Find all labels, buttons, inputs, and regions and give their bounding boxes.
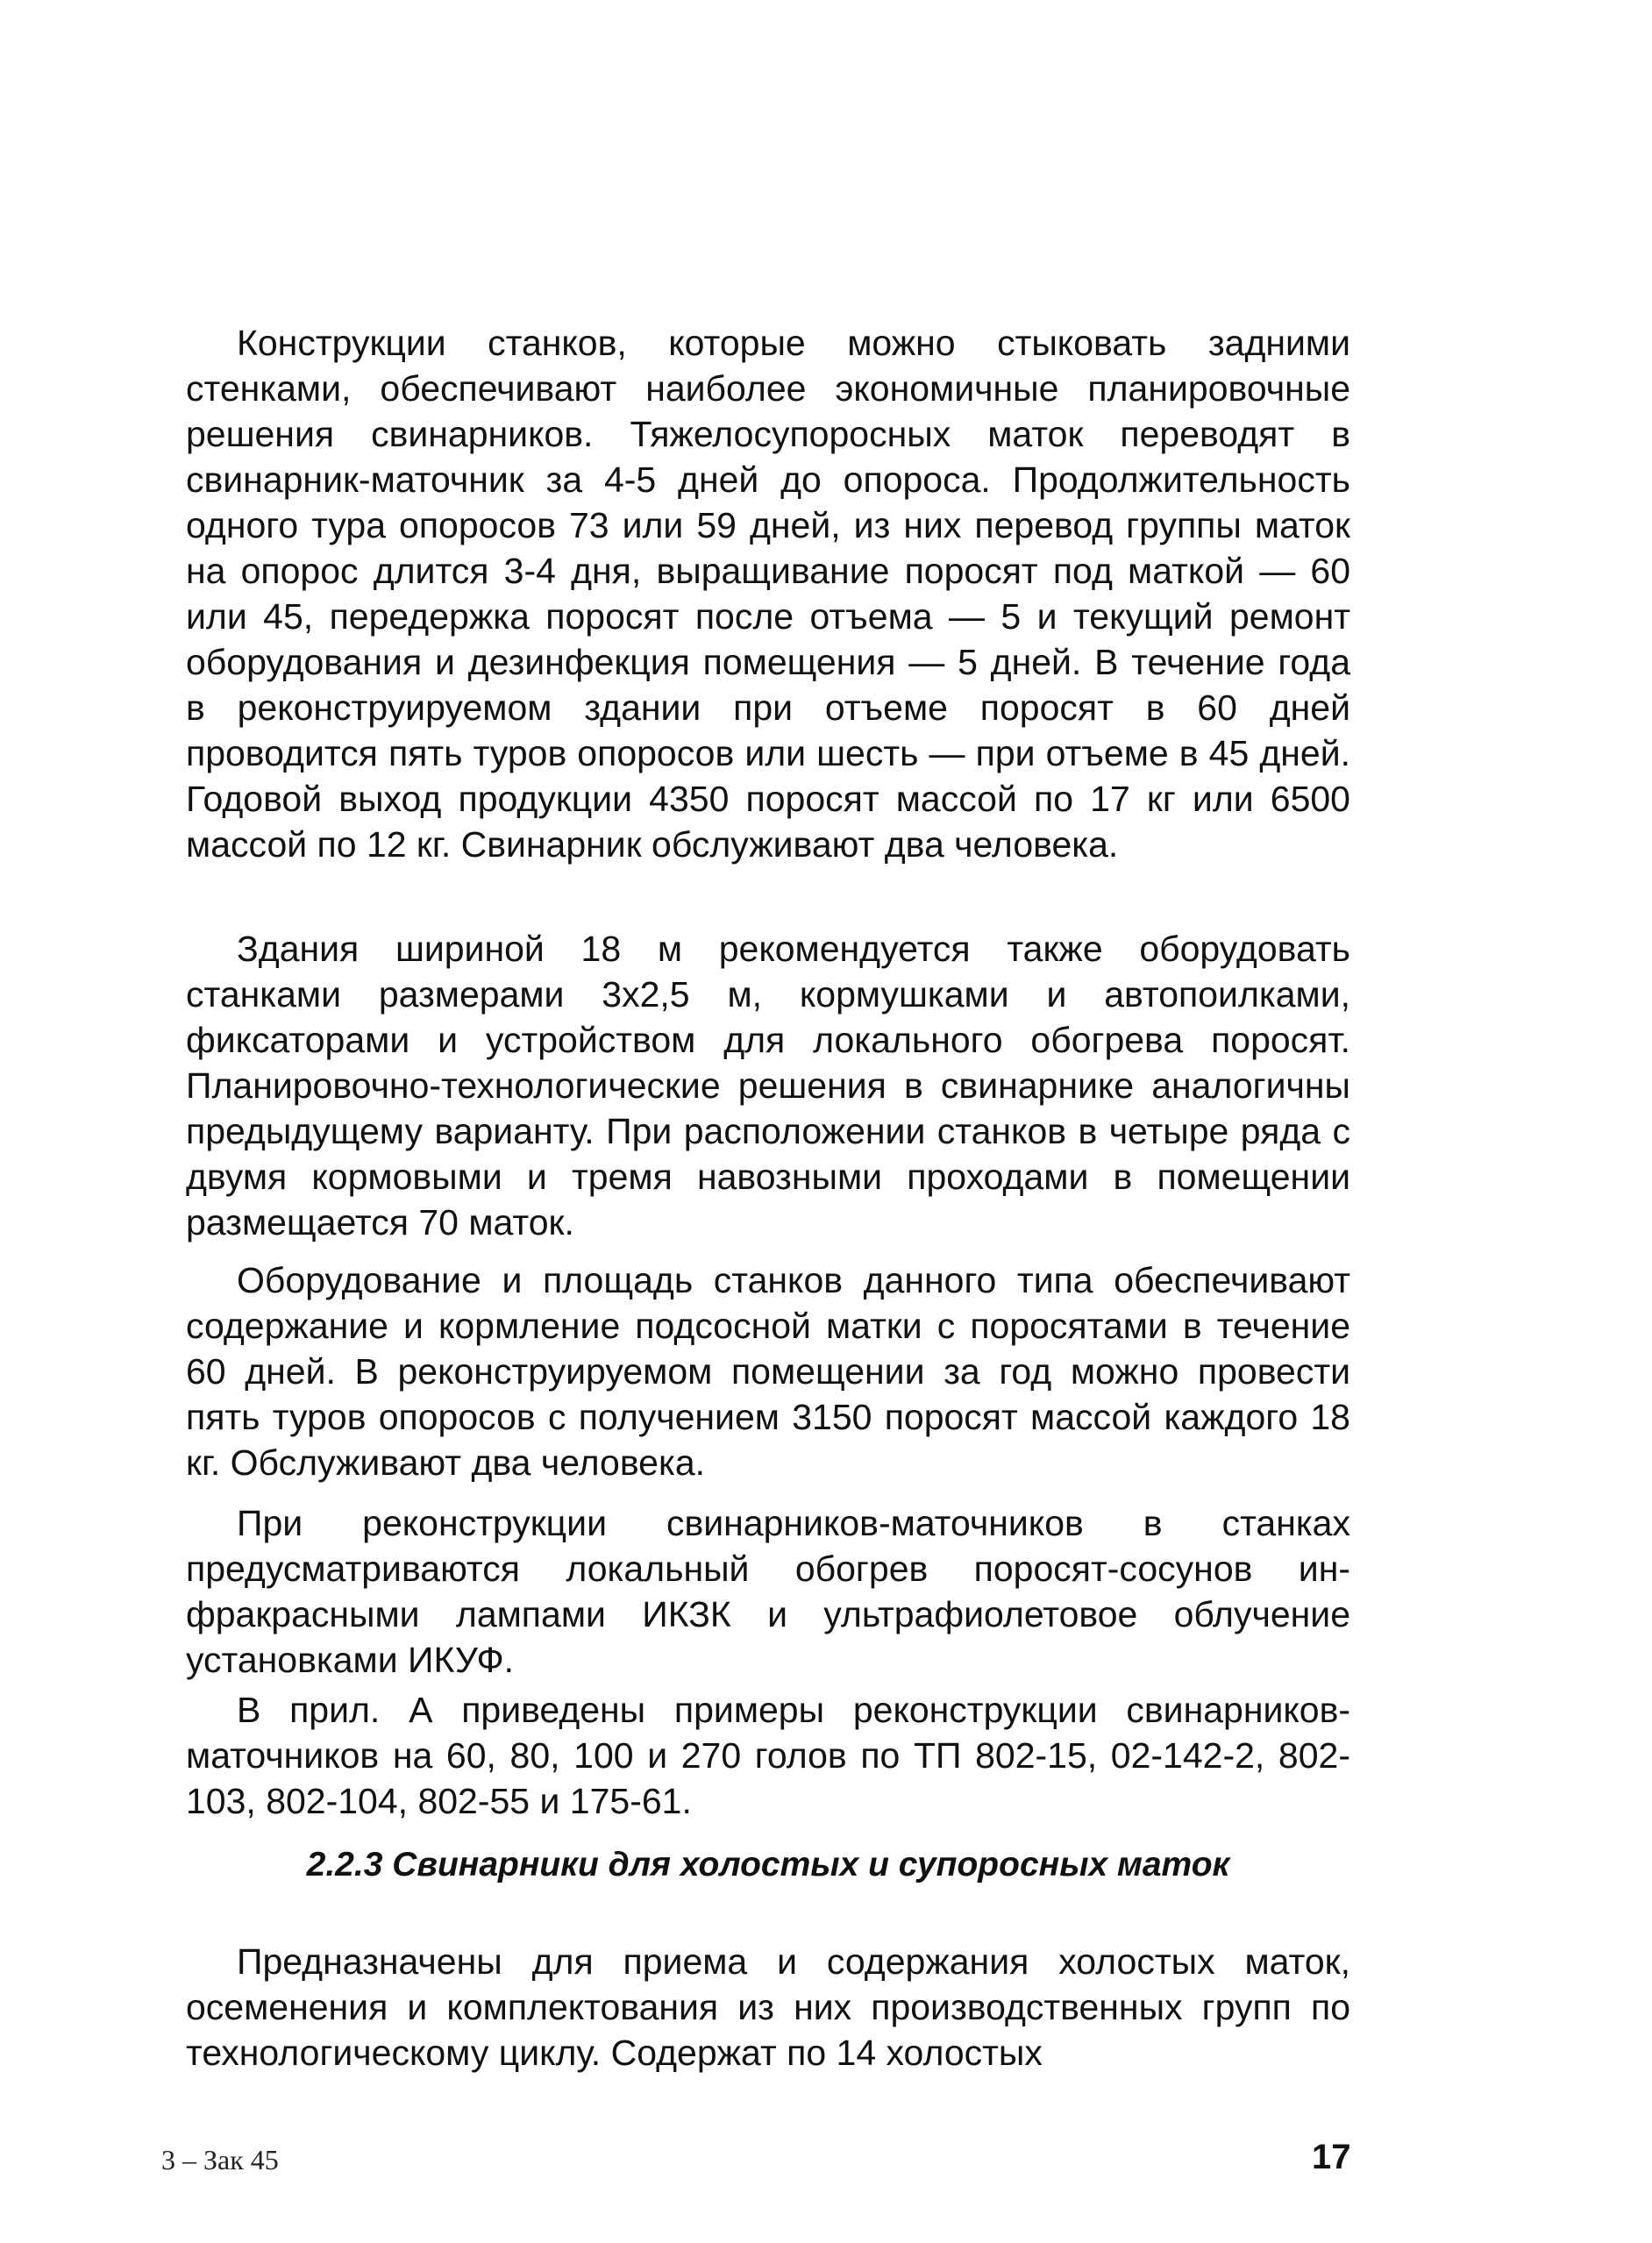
paragraph-6: Предназначены для приема и содержания холостых маток, осеменения и комплектования из них производственных групп по технологическому циклу. Содержат по 14 холостых	[186, 1941, 1350, 2073]
page-number: 17	[1312, 2138, 1351, 2176]
paragraph-3: Оборудование и площадь станков данного типа обеспечивают содержание и кормление подсосной матки с поросятами в течение 60 дней. В реконструируемом помещении за год можно провести пять туров опоросов с получением 3150 поросят массой каждого 18 кг. Обслуживают два человека.	[186, 1260, 1350, 1483]
section-subheading: 2.2.3 Свинарники для холостых и супоросных маток	[306, 1846, 1230, 1883]
paragraph-4: При реконструкции свинарников-маточников в станках предусматриваются локальный обогрев поросят-сосунов инфракрасными лампами ИКЗК и ультрафиолетовое облучение установками ИКУФ.	[186, 1503, 1350, 1680]
paragraph-2: Здания шириной 18 м рекомендуется также оборудовать станками размерами 3х2,5 м, кормушками и автопоилками, фиксаторами и устройством для локального обогрева поросят. Планировочно-технологические решения в свинарнике аналогичны предыдущему варианту. При расположении станков в четыре ряда с двумя кормовыми и тремя навозными проходами в помещении размещается 70 маток.	[186, 929, 1350, 1243]
footer-signature: 3 – Зак 45	[161, 2144, 279, 2175]
paragraph-5: В прил. А приведены примеры реконструкции свинарников-маточников на 60, 80, 100 и 270 голов по ТП 802-15, 02-142-2, 802-103, 802-104, 802-55 и 175-61.	[186, 1690, 1350, 1821]
paragraph-1: Конструкции станков, которые можно стыковать задними стенками, обеспечивают наиболее экономичные планировочные решения свинарников. Тяжелосупоросных маток переводят в свинарник-маточник за 4-5 дней до опороса. Продолжительность одного тура опоросов 73 или 59 дней, из них перевод группы маток на опорос длится 3-4 дня, выращивание поросят под маткой — 60 или 45, передержка поросят после отъема — 5 и текущий ремонт оборудования и дезинфекция помещения — 5 дней. В течение года в реконструируемом здании при отъеме поросят в 60 дней проводится пять туров опоросов или шесть — при отъеме в 45 дней. Годовой выход продукции 4350 поросят массой по 17 кг или 6500 массой по 12 кг. Свинарник обслуживают два человека.	[186, 323, 1350, 865]
